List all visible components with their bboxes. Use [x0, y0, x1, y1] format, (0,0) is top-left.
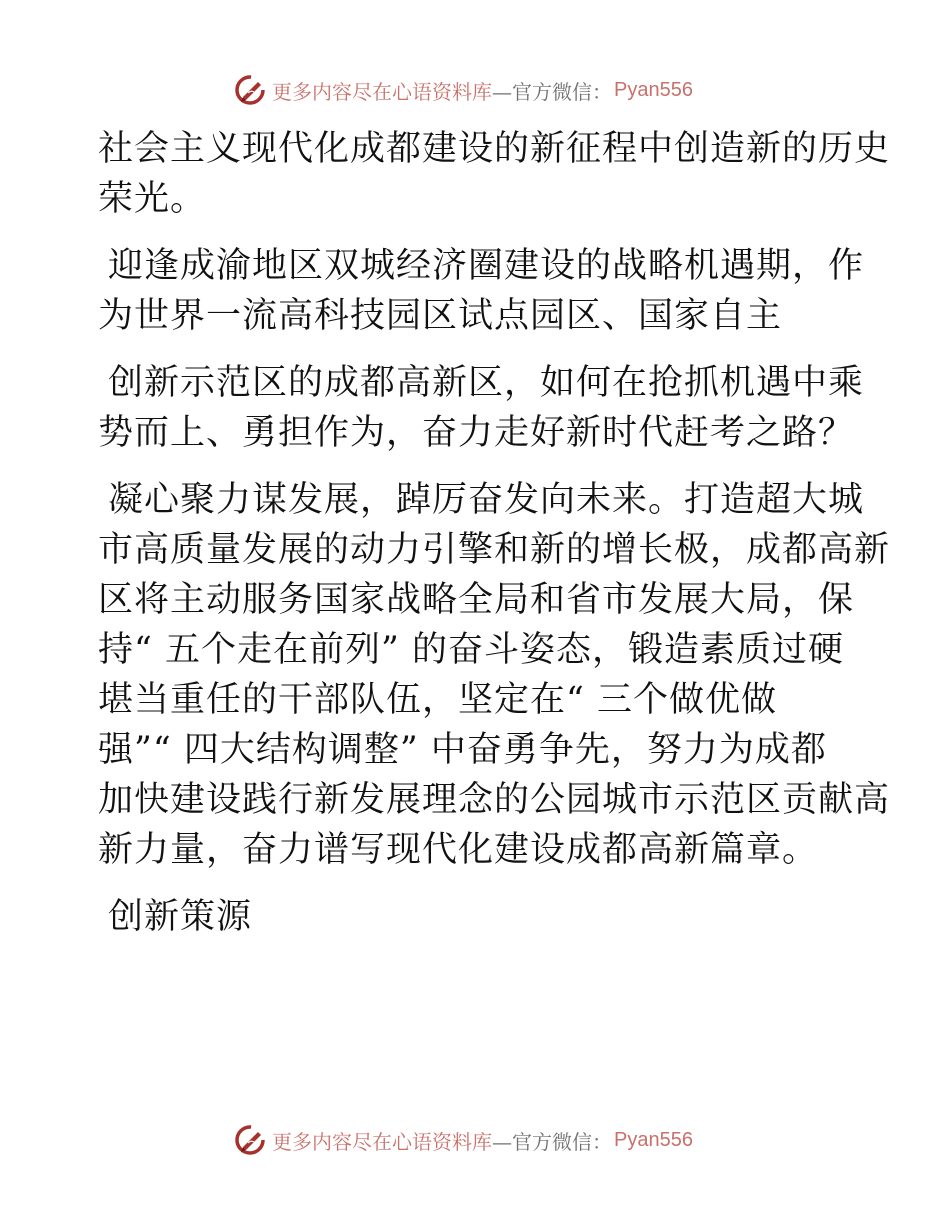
- paragraph: [98, 124, 891, 224]
- header-watermark: [234, 72, 693, 108]
- text-line: 势而上、勇担作为，奋力走好新时代赶考之路？: [98, 413, 855, 453]
- document-body: [98, 124, 891, 942]
- watermark-wechat-id: Pyan556: [614, 1128, 693, 1151]
- watermark-wechat-id: Pyan556: [614, 78, 693, 101]
- text-line: 堪当重任的干部队伍，坚定在“ 三个做优做: [98, 680, 778, 720]
- text-line: 持“ 五个走在前列” 的奋斗姿态，锻造素质过硬: [98, 630, 845, 670]
- watermark-wechat-label: —官方微信：: [492, 79, 612, 104]
- paragraph: [98, 358, 865, 458]
- footer-watermark: [234, 1122, 693, 1158]
- text-line: 市高质量发展的动力引擎和新的增长极，成都高新: [98, 530, 891, 570]
- pen-logo-icon: [234, 1123, 268, 1157]
- watermark-wechat-label: —官方微信：: [492, 1129, 612, 1154]
- text-line: 迎逢成渝地区双城经济圈建设的战略机遇期，作: [108, 246, 865, 286]
- watermark-site-name: 更多内容尽在心语资料库: [272, 79, 492, 104]
- section-heading: 创新策源: [108, 897, 253, 937]
- text-line: 新力量，奋力谱写现代化建设成都高新篇章。: [98, 830, 819, 870]
- paragraph: [98, 241, 865, 341]
- paragraph: [98, 475, 891, 875]
- text-line: 加快建设践行新发展理念的公园城市示范区贡献高: [98, 780, 891, 820]
- text-line: 荣光。: [98, 179, 207, 219]
- paragraph: [98, 892, 858, 942]
- text-line: 凝心聚力谋发展，踔厉奋发向未来。打造超大城: [108, 480, 865, 520]
- pen-logo-icon: [234, 73, 268, 107]
- text-line: 为世界一流高科技园区试点园区、国家自主: [98, 296, 783, 336]
- watermark-site-name: 更多内容尽在心语资料库: [272, 1129, 492, 1154]
- text-line: 社会主义现代化成都建设的新征程中创造新的历史: [98, 129, 891, 169]
- text-line: 强”“ 四大结构调整” 中奋勇争先，努力为成都: [98, 730, 827, 770]
- text-line: 区将主动服务国家战略全局和省市发展大局，保: [98, 580, 855, 620]
- text-line: 创新示范区的成都高新区，如何在抢抓机遇中乘: [108, 363, 865, 403]
